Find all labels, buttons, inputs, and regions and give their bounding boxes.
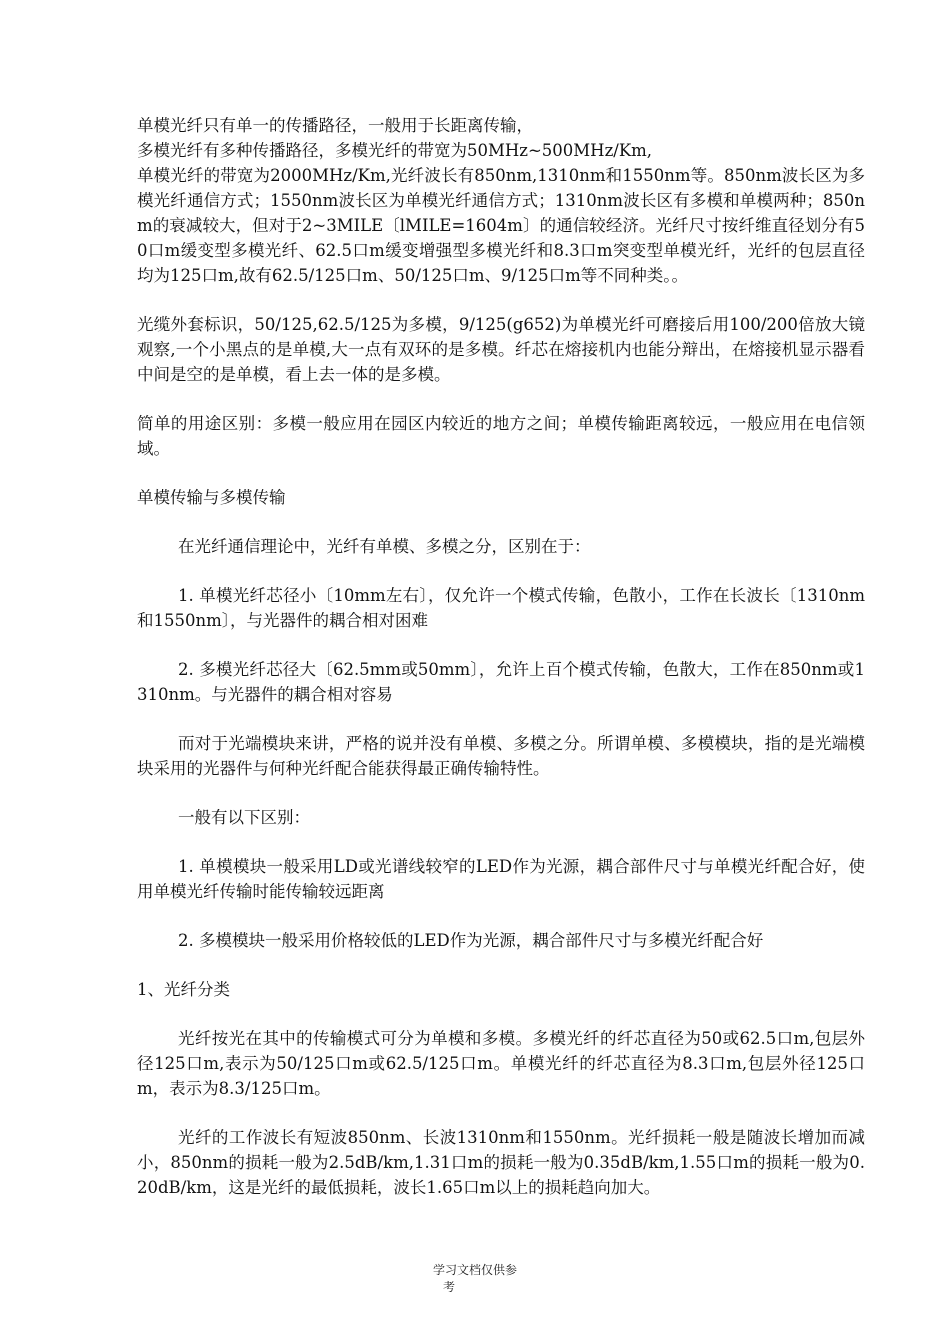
- footer-line-1: 学习文档仅供参: [432, 1263, 517, 1277]
- list-item-singlemode-fiber: 1. 单模光纤芯径小〔10mm左右〕，仅允许一个模式传输，色散小，工作在长波长〔1310nm和1550nm〕，与光器件的耦合相对困难: [137, 586, 865, 630]
- paragraph-multimode-bandwidth: 多模光纤有多种传播路径，多模光纤的带宽为50MHz~500MHz/Km,: [137, 141, 653, 160]
- paragraph-wavelength-details: 单模光纤的带宽为2000MHz/Km,光纤波长有850nm,1310nm和1550nm等。850nm波长区为多模光纤通信方式；1550nm波长区为单模光纤通信方式；1310nm波长区有多模和单模两种；850nm的衰减较大，但对于2~3MILE〔lMILE=1604m〕的通信较经济。光纤尺寸按纤维直径划分有50口m缓变型多模光纤、62.5口m缓变增强型多模光纤和8.3口m突变型单模光纤，光纤的包层直径均为125口m,故有62.5/125口m、50/125口m、9/125口m等不同种类。。: [137, 166, 865, 285]
- footer-line-2: 考: [442, 1280, 455, 1294]
- paragraph-fiber-classification: 光纤按光在其中的传输模式可分为单模和多模。多模光纤的纤芯直径为50或62.5口m,包层外径125口m,表示为50/125口m或62.5/125口m。单模光纤的纤芯直径为8.3口m,包层外径125口m，表示为8.3/125口m。: [137, 1029, 865, 1098]
- list-item-singlemode-module: 1. 单模模块一般采用LD或光谱线较窄的LED作为光源，耦合部件尺寸与单模光纤配合好，使用单模光纤传输时能传输较远距离: [137, 857, 865, 901]
- section-heading-transmission: 单模传输与多模传输: [137, 488, 286, 507]
- section-heading-fiber-classification: 1、光纤分类: [137, 980, 230, 999]
- list-item-multimode-fiber: 2. 多模光纤芯径大〔62.5mm或50mm〕，允许上百个模式传输，色散大，工作在850nm或1310nm。与光器件的耦合相对容易: [137, 660, 865, 704]
- list-item-multimode-module: 2. 多模模块一般采用价格较低的LED作为光源，耦合部件尺寸与多模光纤配合好: [178, 931, 764, 950]
- paragraph-working-wavelength: 光纤的工作波长有短波850nm、长波1310nm和1550nm。光纤损耗一般是随波长增加而减小，850nm的损耗一般为2.5dB/km,1.31口m的损耗一般为0.35dB/km,1.55口m的损耗一般为0.20dB/km，这是光纤的最低损耗，波长1.65口m以上的损耗趋向加大。: [137, 1128, 865, 1197]
- paragraph-differences-intro: 一般有以下区别：: [178, 808, 310, 827]
- paragraph-usage-difference: 简单的用途区别：多模一般应用在园区内较近的地方之间；单模传输距离较远，一般应用在电信领域。: [137, 414, 865, 458]
- paragraph-optical-module: 而对于光端模块来讲，严格的说并没有单模、多模之分。所谓单模、多模模块，指的是光端模块采用的光器件与何种光纤配合能获得最正确传输特性。: [137, 734, 865, 778]
- page-footer: [0, 1262, 950, 1296]
- paragraph-cable-marking: 光缆外套标识，50/125,62.5/125为多模，9/125(g652)为单模光纤可磨接后用100/200倍放大镜观察,一个小黑点的是单模,大一点有双环的是多模。纤芯在熔接机内也能分辩出，在熔接机显示器看中间是空的是单模，看上去一体的是多模。: [137, 315, 865, 384]
- paragraph-theory-intro: 在光纤通信理论中，光纤有单模、多模之分，区别在于：: [178, 537, 591, 556]
- document-body: [137, 113, 865, 1200]
- paragraph-singlemode-intro: 单模光纤只有单一的传播路径，一般用于长距离传输，: [137, 116, 533, 135]
